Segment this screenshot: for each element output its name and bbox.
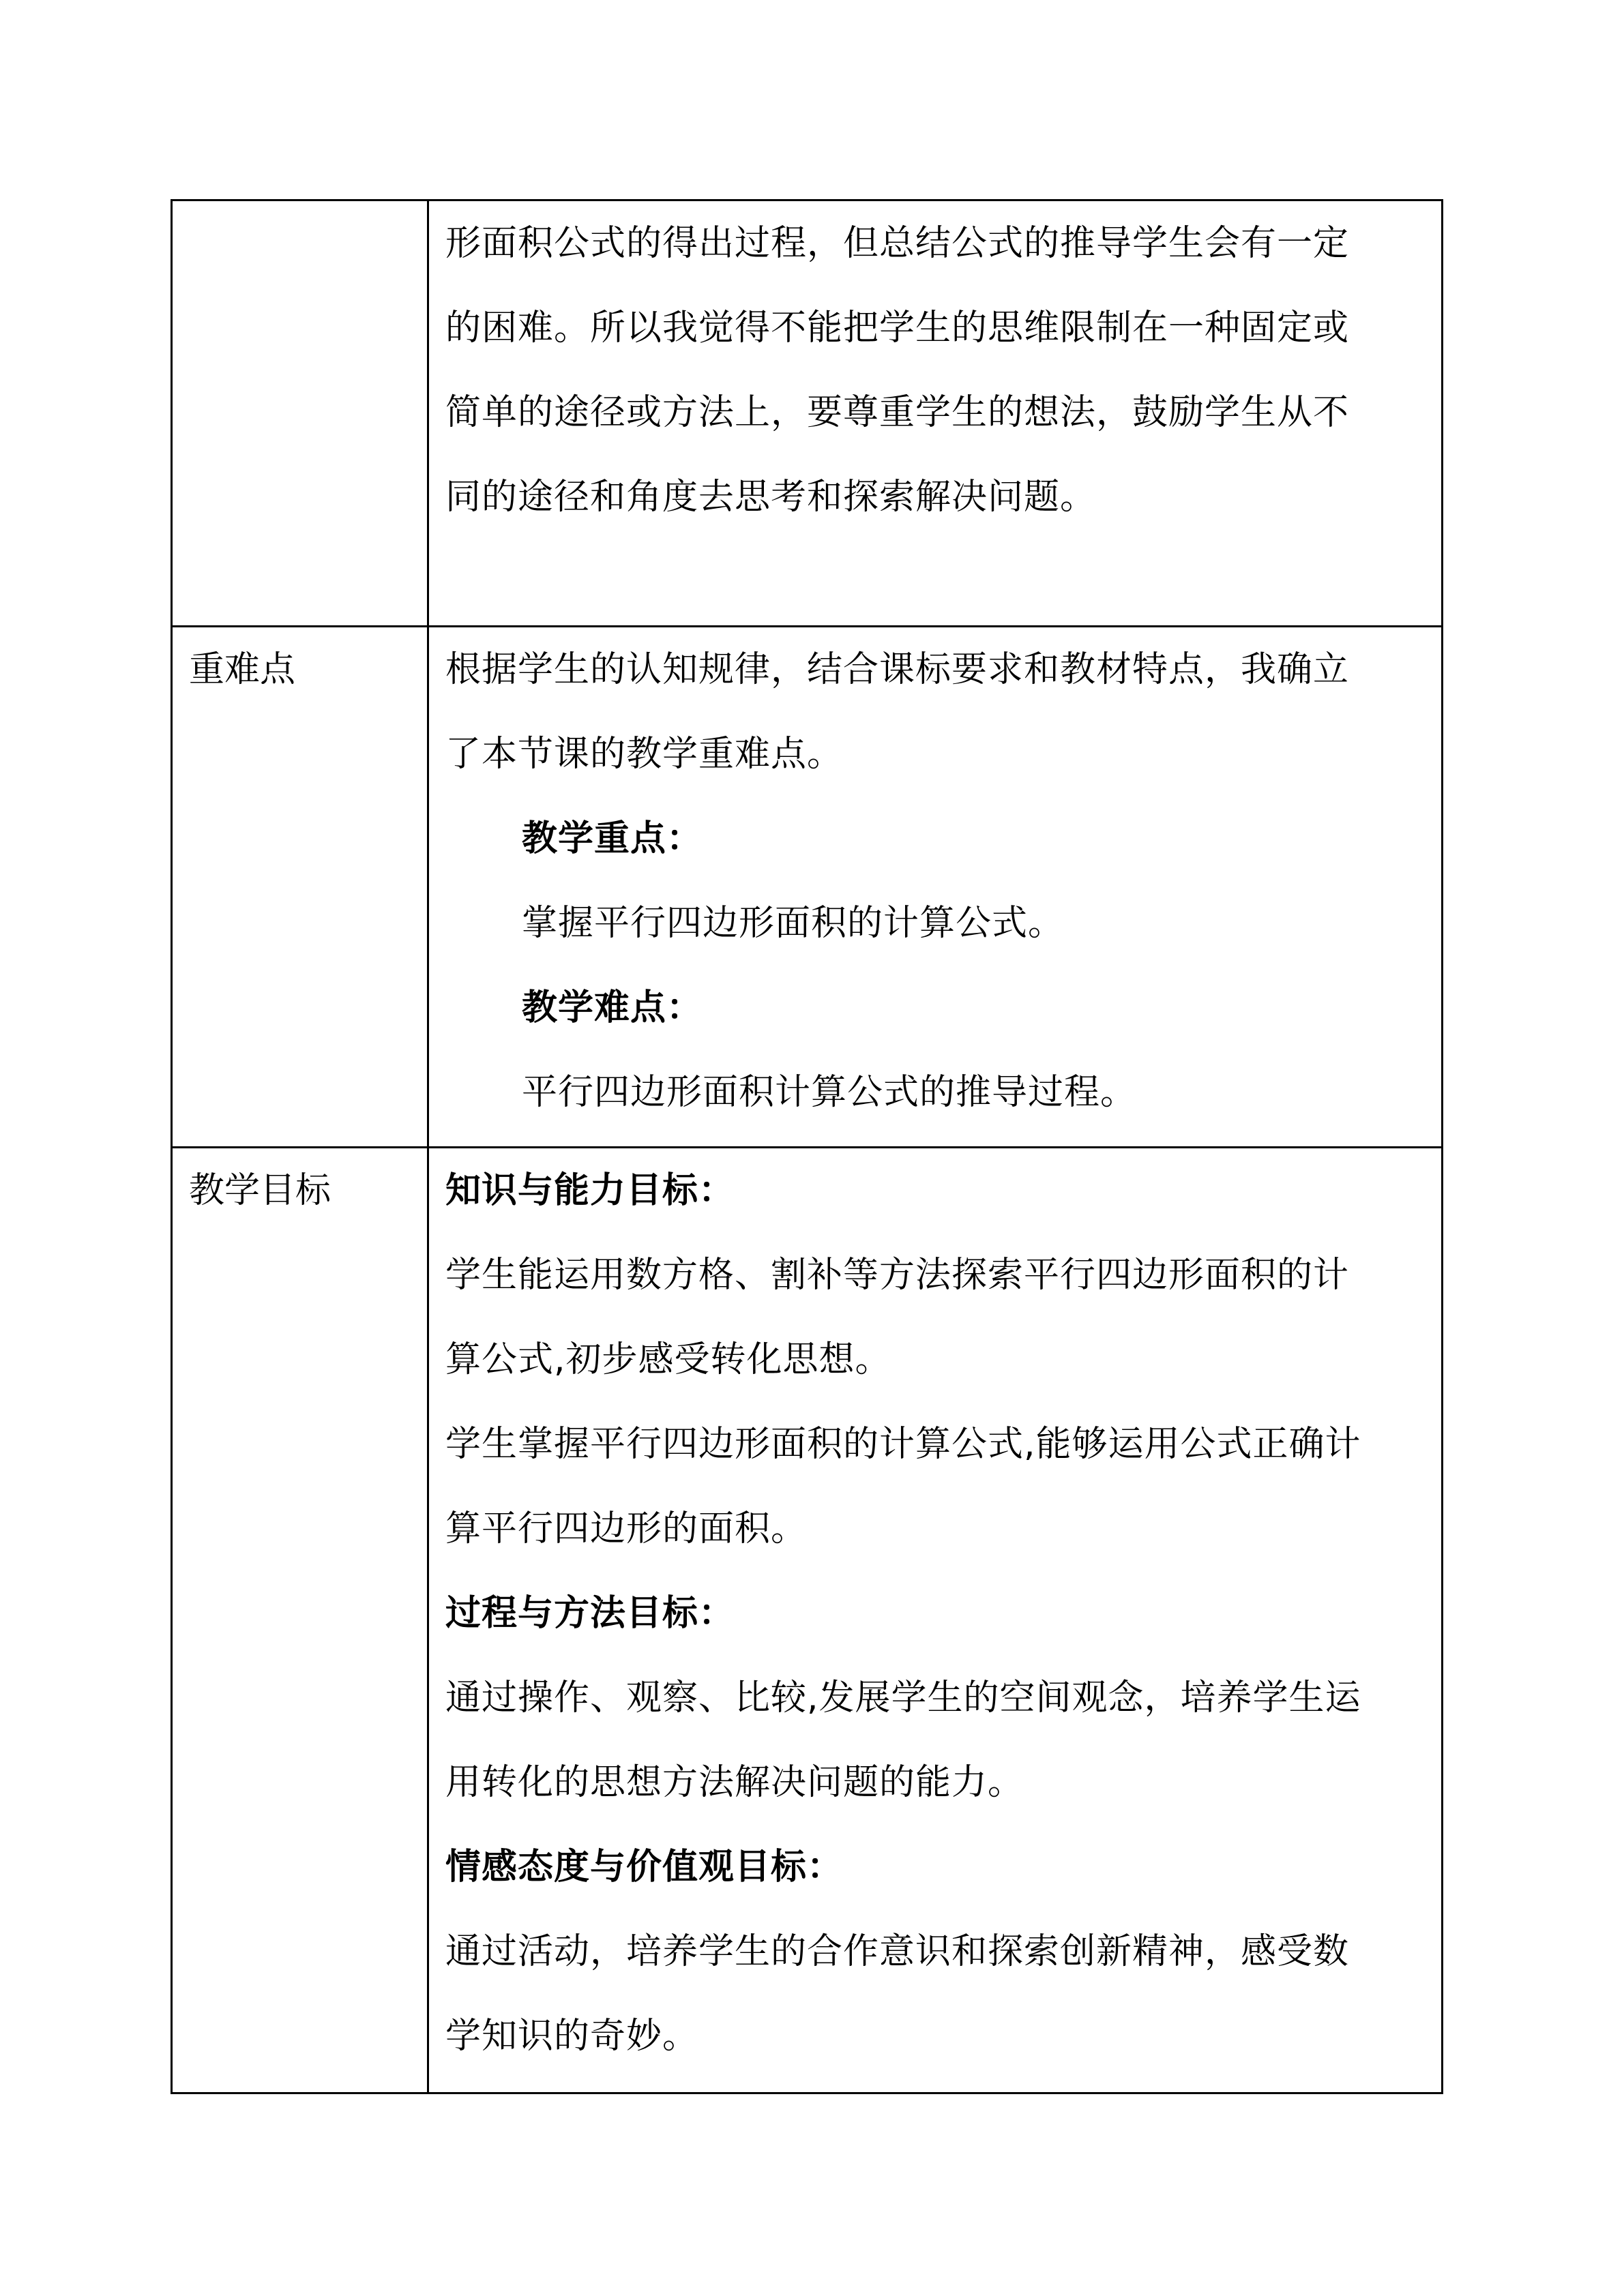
row-label-cell <box>172 200 428 627</box>
paragraph-line: 通过活动，培养学生的合作意识和探索创新精神，感受数 <box>445 1931 1350 1972</box>
row-label: 重难点 <box>189 649 296 690</box>
paragraph-line: 形面积公式的得出过程，但总结公式的推导学生会有一定 <box>445 223 1350 264</box>
paragraph-line: 根据学生的认知规律，结合课标要求和教材特点，我确立 <box>445 649 1350 690</box>
paragraph-line: 的困难。所以我觉得不能把学生的思维限制在一种固定或 <box>445 308 1350 348</box>
emotion-objective-heading: 情感态度与价值观目标： <box>445 1847 844 1888</box>
paragraph-line: 同的途径和角度去思考和探索解决问题。 <box>445 477 1097 518</box>
paragraph-line: 算公式,初步感受转化思想。 <box>445 1339 891 1380</box>
paragraph-line: 学知识的奇妙。 <box>445 2016 699 2057</box>
table-row-key-difficult-points <box>172 627 1443 1148</box>
paragraph-line: 算平行四边形的面积。 <box>445 1508 808 1549</box>
difficult-points-text: 平行四边形面积计算公式的推导过程。 <box>522 1072 1137 1113</box>
paragraph-line: 用转化的思想方法解决问题的能力。 <box>445 1762 1024 1803</box>
key-points-text: 掌握平行四边形面积的计算公式。 <box>522 903 1065 944</box>
process-objective-heading: 过程与方法目标： <box>445 1593 735 1634</box>
difficult-points-heading: 教学难点： <box>522 987 703 1028</box>
row-content-cell <box>428 200 1443 627</box>
lesson-plan-table <box>171 199 1443 2094</box>
paragraph-line: 学生掌握平行四边形面积的计算公式,能够运用公式正确计 <box>445 1424 1361 1465</box>
paragraph-line: 通过操作、观察、比较,发展学生的空间观念，培养学生运 <box>445 1678 1361 1718</box>
row-content-cell <box>428 627 1443 1148</box>
knowledge-objective-heading: 知识与能力目标： <box>445 1170 735 1211</box>
key-points-heading: 教学重点： <box>522 818 703 859</box>
paragraph-line: 学生能运用数方格、割补等方法探索平行四边形面积的计 <box>445 1255 1350 1296</box>
row-content-cell <box>428 1148 1443 2093</box>
row-label: 教学目标 <box>189 1170 331 1211</box>
paragraph-line: 了本节课的教学重难点。 <box>445 734 844 775</box>
paragraph-line: 简单的途径或方法上，要尊重学生的想法，鼓励学生从不 <box>445 392 1350 433</box>
row-label-cell <box>172 627 428 1148</box>
table-row-continuation <box>172 200 1443 627</box>
table-row-teaching-objectives <box>172 1148 1443 2093</box>
row-label-cell <box>172 1148 428 2093</box>
